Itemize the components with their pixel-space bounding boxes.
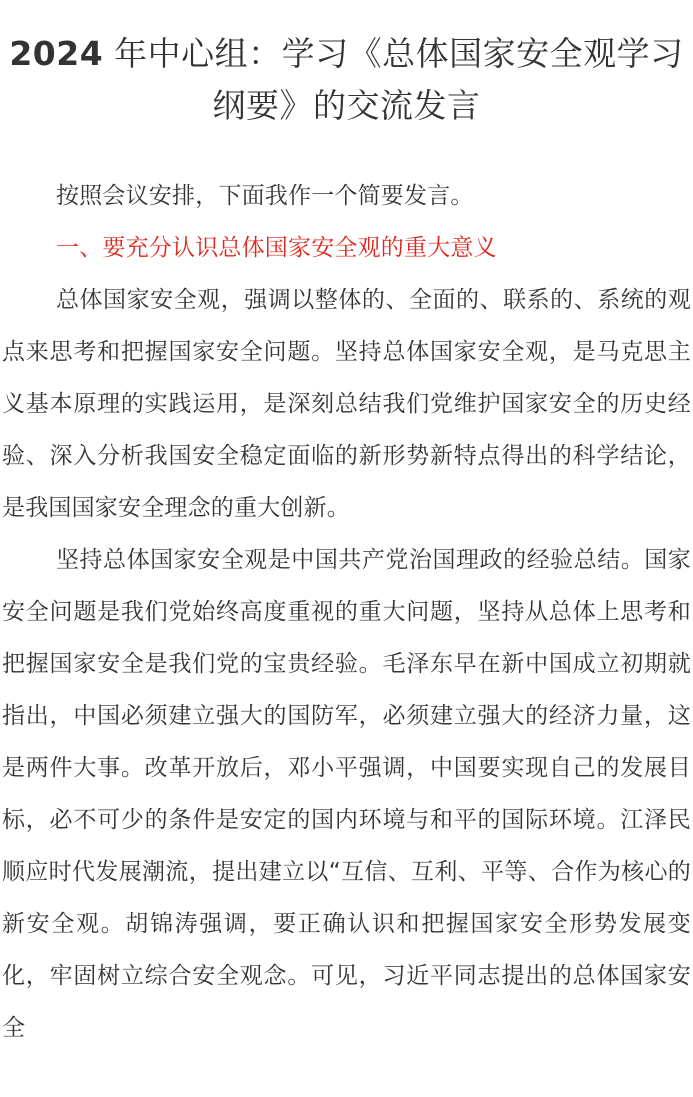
body-paragraph: 坚持总体国家安全观是中国共产党治国理政的经验总结。国家安全问题是我们党始终高度重视的重大问题，坚持从总体上思考和把握国家安全是我们党的宝贵经验。毛泽东早在新中国成立初期就指出，中国必须建立强大的国防军，必须建立强大的经济力量，这是两件大事。改革开放后，邓小平强调，中国要实现自己的发展目标，必不可少的条件是安定的国内环境与和平的国际环境。江泽民顺应时代发展潮流，提出建立以“互信、互利、平等、合作为核心的新安全观。胡锦涛强调，要正确认识和把握国家安全形势发展变化，牢固树立综合安全观念。可见，习近平同志提出的总体国家安全: [2, 547, 691, 1041]
intro-paragraph: 按照会议安排，下面我作一个简要发言。: [56, 183, 474, 209]
title-text: 年中心组：学习《总体国家安全观学习纲要》的交流发言: [114, 34, 684, 125]
document-body: [0, 170, 693, 1054]
body-paragraph: 总体国家安全观，强调以整体的、全面的、联系的、系统的观点来思考和把握国家安全问题。坚持总体国家安全观，是马克思主义基本原理的实践运用，是深刻总结我们党维护国家安全的历史经验、深入分析我国安全稳定面临的新形势新特点得出的科学结论，是我国国家安全理念的重大创新。: [2, 287, 691, 521]
section-heading: 一、要充分认识总体国家安全观的重大意义: [56, 235, 497, 261]
title-year: 2024: [9, 34, 104, 73]
document-title: [0, 0, 693, 132]
